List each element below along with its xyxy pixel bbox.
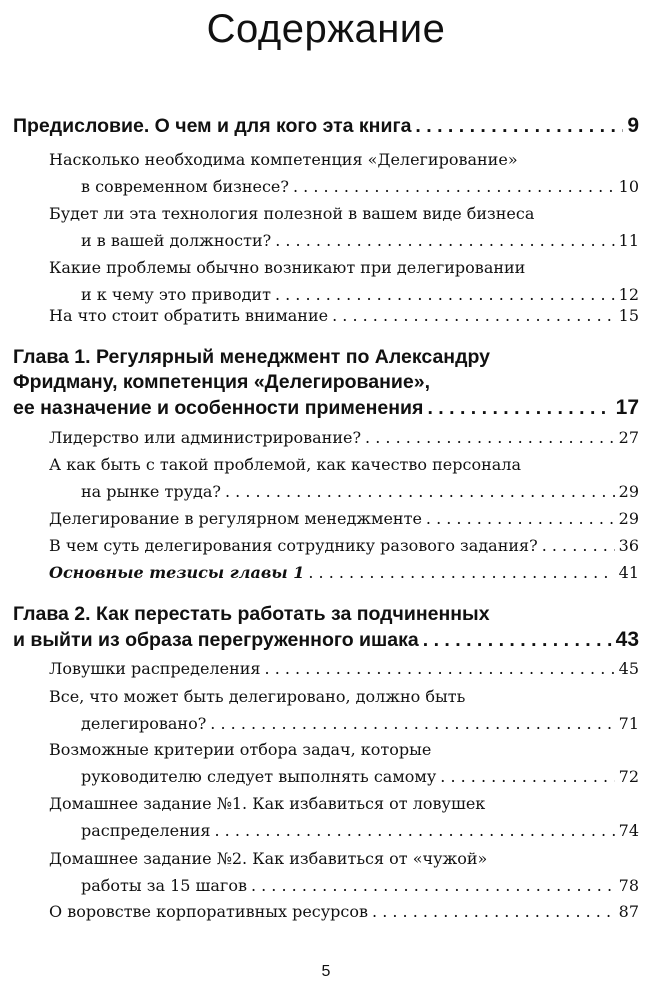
toc-page-number: 29 bbox=[618, 482, 639, 501]
toc-entry-text: Насколько необходима компетенция «Делегирование» bbox=[49, 150, 518, 169]
toc-entry-text: и к чему это приводит bbox=[81, 285, 271, 304]
toc-section bbox=[49, 559, 639, 586]
page-number: 5 bbox=[321, 963, 331, 980]
toc-entry-text: Возможные критерии отбора задач, которые bbox=[49, 740, 432, 759]
toc-page-number: 74 bbox=[618, 821, 639, 840]
dot-leader bbox=[308, 559, 614, 586]
toc-page-number: 10 bbox=[618, 177, 639, 196]
toc-page-number: 72 bbox=[618, 767, 639, 786]
dot-leader bbox=[275, 227, 614, 254]
dot-leader bbox=[440, 763, 614, 790]
toc-page-number: 9 bbox=[627, 114, 639, 137]
toc-section bbox=[49, 451, 639, 505]
toc-section bbox=[49, 898, 639, 925]
dot-leader bbox=[372, 898, 615, 925]
toc-page-number: 11 bbox=[618, 231, 639, 250]
toc-section bbox=[49, 683, 639, 737]
toc-entry-text: Все, что может быть делегировано, должно быть bbox=[49, 687, 466, 706]
toc-entry-text: Основные тезисы главы 1 bbox=[49, 563, 305, 582]
toc-section bbox=[49, 845, 639, 899]
toc-section bbox=[49, 200, 639, 254]
toc-section bbox=[49, 146, 639, 200]
toc-entry-text: На что стоит обратить внимание bbox=[49, 306, 329, 325]
dot-leader bbox=[415, 114, 623, 139]
dot-leader bbox=[423, 628, 612, 653]
dot-leader bbox=[365, 424, 615, 451]
toc-entry-text: Будет ли эта технология полезной в вашем виде бизнеса bbox=[49, 204, 535, 223]
toc-entry-text: Глава 2. Как перестать работать за подчиненных bbox=[13, 603, 490, 625]
toc-entry-text: Предисловие. О чем и для кого эта книга bbox=[13, 115, 412, 137]
toc-page-number: 27 bbox=[618, 428, 639, 447]
dot-leader bbox=[293, 173, 615, 200]
dot-leader bbox=[251, 872, 615, 899]
toc-section bbox=[49, 532, 639, 559]
toc-entry-text: работы за 15 шагов bbox=[81, 876, 247, 895]
toc-chapter bbox=[13, 345, 639, 421]
toc-entry-text: Лидерство или администрирование? bbox=[49, 428, 362, 447]
toc-entry-text: Какие проблемы обычно возникают при делегировании bbox=[49, 258, 526, 277]
dot-leader bbox=[265, 655, 615, 682]
toc-page-number: 43 bbox=[615, 628, 639, 651]
dot-leader bbox=[427, 396, 611, 421]
toc-section bbox=[49, 254, 639, 308]
toc-section bbox=[49, 790, 639, 844]
toc-page-number: 15 bbox=[618, 306, 639, 325]
toc-page-number: 87 bbox=[618, 902, 639, 921]
toc-entry-text: Домашнее задание №2. Как избавиться от «чужой» bbox=[49, 849, 488, 868]
toc-page-number: 17 bbox=[615, 396, 639, 419]
toc-entry-text: О воровстве корпоративных ресурсов bbox=[49, 902, 369, 921]
dot-leader bbox=[426, 505, 615, 532]
toc-entry-text: и в вашей должности? bbox=[81, 231, 272, 250]
dot-leader bbox=[542, 532, 615, 559]
toc-entry-text: А как быть с такой проблемой, как качество персонала bbox=[49, 455, 522, 474]
toc-chapter bbox=[13, 602, 639, 653]
toc-page-number: 41 bbox=[618, 563, 639, 582]
toc-entry-text: ее назначение и особенности применения bbox=[13, 397, 424, 419]
dot-leader bbox=[225, 478, 615, 505]
toc-page-number: 12 bbox=[618, 285, 639, 304]
toc-page-number: 36 bbox=[618, 536, 639, 555]
dot-leader bbox=[210, 710, 614, 737]
toc-page-number: 45 bbox=[618, 659, 639, 678]
toc-entry-text: руководителю следует выполнять самому bbox=[81, 767, 437, 786]
toc-page-number: 78 bbox=[618, 876, 639, 895]
toc-entry-text: делегировано? bbox=[81, 714, 207, 733]
dot-leader bbox=[215, 817, 615, 844]
toc-section bbox=[49, 736, 639, 790]
toc-entry-text: на рынке труда? bbox=[81, 482, 221, 501]
toc-entry-text: В чем суть делегирования сотруднику разового задания? bbox=[49, 536, 538, 555]
toc-entry-text: Домашнее задание №1. Как избавиться от ловушек bbox=[49, 794, 486, 813]
toc-section bbox=[49, 302, 639, 329]
toc-page-number: 71 bbox=[618, 714, 639, 733]
toc-entry-text: и выйти из образа перегруженного ишака bbox=[13, 629, 419, 651]
toc-entry-text: Ловушки распределения bbox=[49, 659, 261, 678]
page-title: Содержание bbox=[206, 7, 446, 51]
toc-section bbox=[49, 424, 639, 451]
toc-entry-text: в современном бизнесе? bbox=[81, 177, 289, 196]
toc-section bbox=[49, 505, 639, 532]
toc-section bbox=[49, 655, 639, 682]
toc-entry-text: распределения bbox=[81, 821, 211, 840]
toc-entry-text: Глава 1. Регулярный менеджмент по Александру bbox=[13, 346, 490, 368]
toc-entry-text: Фридману, компетенция «Делегирование», bbox=[13, 371, 430, 393]
dot-leader bbox=[332, 302, 615, 329]
toc-entry-text: Делегирование в регулярном менеджменте bbox=[49, 509, 422, 528]
toc-chapter bbox=[13, 113, 639, 139]
toc-page-number: 29 bbox=[618, 509, 639, 528]
